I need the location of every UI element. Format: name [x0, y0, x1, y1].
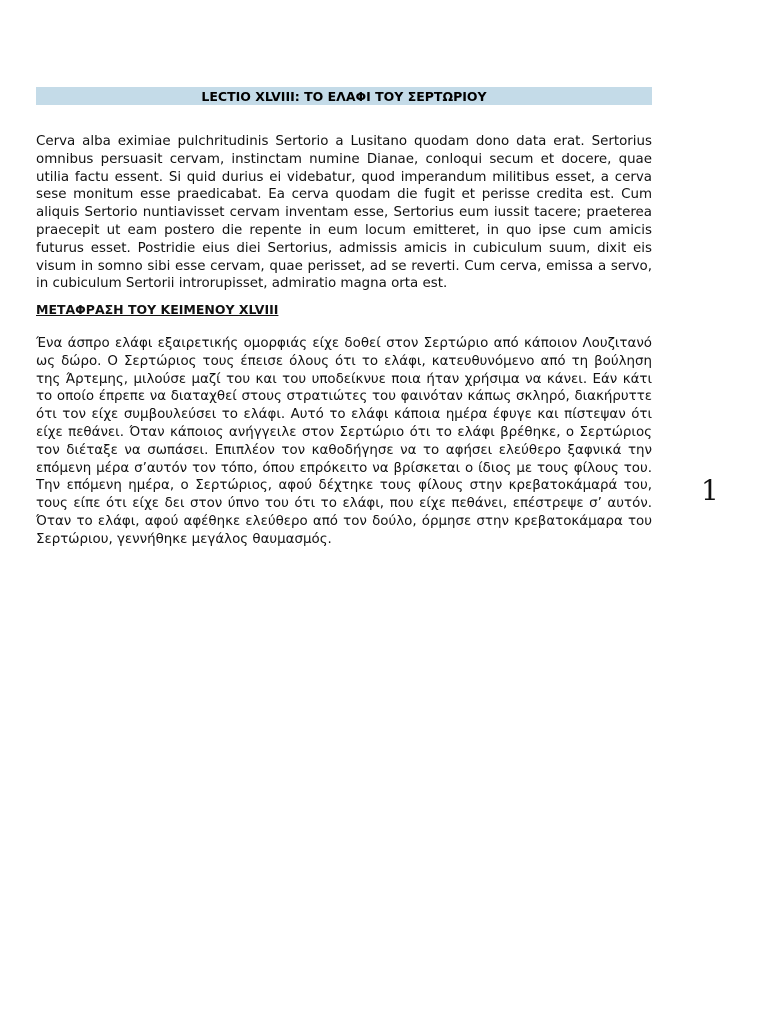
page-number: 1 [701, 474, 719, 507]
lesson-header-bar [36, 87, 652, 105]
translation-heading: ΜΕΤΑΦΡΑΣΗ ΤΟΥ ΚΕΙΜΕΝΟΥ XLVIII [36, 302, 279, 317]
greek-translation-paragraph: Ένα άσπρο ελάφι εξαιρετικής ομορφιάς είχε δοθεί στον Σερτώριο από κάποιον Λουζιτανό ως δώρο. Ο Σερτώριος τους έπεισε όλους ότι το ελάφι, κατευθυνόμενο από τη βούληση της Άρτεμης, μιλούσε μαζί του και του υποδείκνυε ποια ήταν χρήσιμα να κάνει. Εάν κάτι το οποίο έπρεπε να διαταχθεί στους στρατιώτες του φαινόταν κάπως σκληρό, διακήρυττε ότι τον είχε συμβουλεύσει το ελάφι. Αυτό το ελάφι κάποια ημέρα έφυγε και πίστεψαν ότι είχε πεθάνει. Όταν κάποιος ανήγγειλε στον Σερτώριο ότι το ελάφι βρέθηκε, ο Σερτώριος τον διέταξε να σωπάσει. Επιπλέον τον καθοδήγησε να το αφήσει ελεύθερο ξαφνικά την επόμενη μέρα σ’αυτόν τον τόπο, όπου επρόκειτο να βρίσκεται ο ίδιος με τους φίλους του. Την επόμενη ημέρα, ο Σερτώριος, αφού δέχτηκε τους φίλους στην κρεβατοκάμαρά του, τους είπε ότι είχε δει στον ύπνο του ότι το ελάφι, που είχε πεθάνει, επέστρεψε σ’ αυτόν. Όταν το ελάφι, αφού αφέθηκε ελεύθερο από τον δούλο, όρμησε στην κρεβατοκάμαρα του Σερτώριου, γεννήθηκε μεγάλος θαυμασμός. [36, 336, 652, 547]
lesson-title: LECTIO XLVIII: ΤΟ ΕΛΑΦΙ ΤΟΥ ΣΕΡΤΩΡΙΟΥ [201, 88, 487, 104]
latin-paragraph: Cerva alba eximiae pulchritudinis Sertorio a Lusitano quodam dono data erat. Sertorius omnibus persuasit cervam, instinctam numine Dianae, conloqui secum et docere, quae utilia factu essent. Si quid durius ei videbatur, quod imperandum militibus esset, a cerva sese monitum esse praedicabat. Ea cerva quodam die fugit et perisse credita est. Cum aliquis Sertorio nuntiavisset cervam inventam esse, Sertorius eum iussit tacere; praeterea praecepit ut eam postero die repente in eum locum emitteret, in quo ipse cum amicis futurus esset. Postridie eius diei Sertorius, admissis amicis in cubiculum suum, dixit eis visum in somno sibi esse cervam, quae perisset, ad se reverti. Cum cerva, emissa a servo, in cubiculum Sertorii introrupisset, admiratio magna orta est. [36, 134, 652, 292]
